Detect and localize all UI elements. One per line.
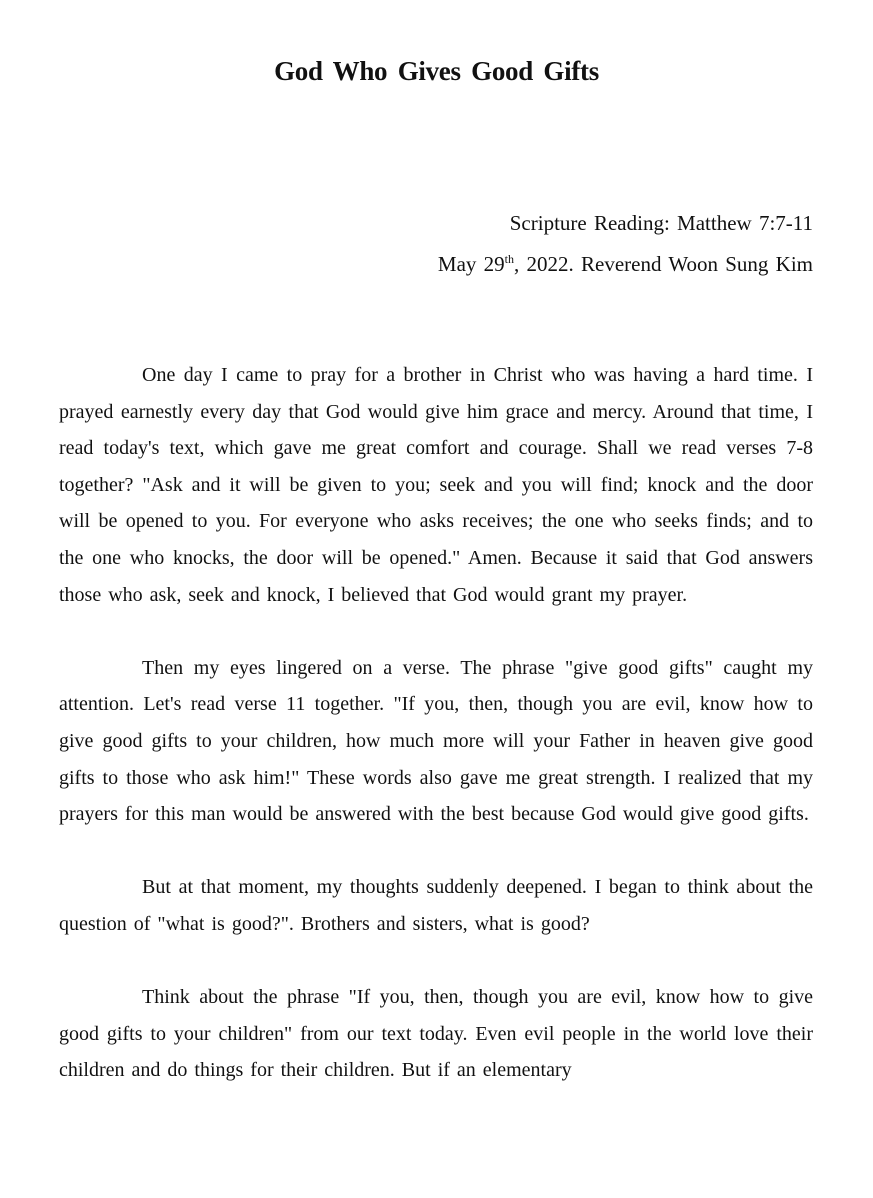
document-title: God Who Gives Good Gifts <box>274 56 599 86</box>
paragraph-4: Think about the phrase "If you, then, though you are evil, know how to give good gifts to your children" from our text today. Even evil people in the world love their children and do things for their children. But if an elementary <box>59 986 813 1082</box>
date-prefix: May 29 <box>437 252 505 276</box>
sermon-body <box>59 357 813 1125</box>
sermon-meta <box>438 203 813 285</box>
paragraph-3: But at that moment, my thoughts suddenly deepened. I began to think about the question of "what is good?". Brothers and sisters, what is good? <box>59 876 813 935</box>
paragraph-1: One day I came to pray for a brother in Christ who was having a hard time. I prayed earnestly every day that God would give him grace and mercy. Around that time, I read today's text, which gave me great comfort and courage. Shall we read verses 7-8 together? "Ask and it will be given to you; seek and you will find; knock and the door will be opened to you. For everyone who asks receives; the one who seeks finds; and to the one who knocks, the door will be opened." Amen. Because it said that God answers those who ask, seek and knock, I believed that God would grant my prayer. <box>59 364 813 606</box>
date-and-author-rest: , 2022. Reverend Woon Sung Kim <box>514 252 813 276</box>
paragraph-2: Then my eyes lingered on a verse. The phrase "give good gifts" caught my attention. Let's read verse 11 together. "If you, then, though you are evil, know how to give good gifts to your children, how much more will your Father in heaven give good gifts to those who ask him!" These words also gave me great strength. I realized that my prayers for this man would be answered with the best because God would give good gifts. <box>59 656 813 826</box>
date-and-author <box>438 244 813 285</box>
scripture-reading: Scripture Reading: Matthew 7:7-11 <box>509 211 813 235</box>
date-ordinal-suffix: th <box>504 252 514 266</box>
